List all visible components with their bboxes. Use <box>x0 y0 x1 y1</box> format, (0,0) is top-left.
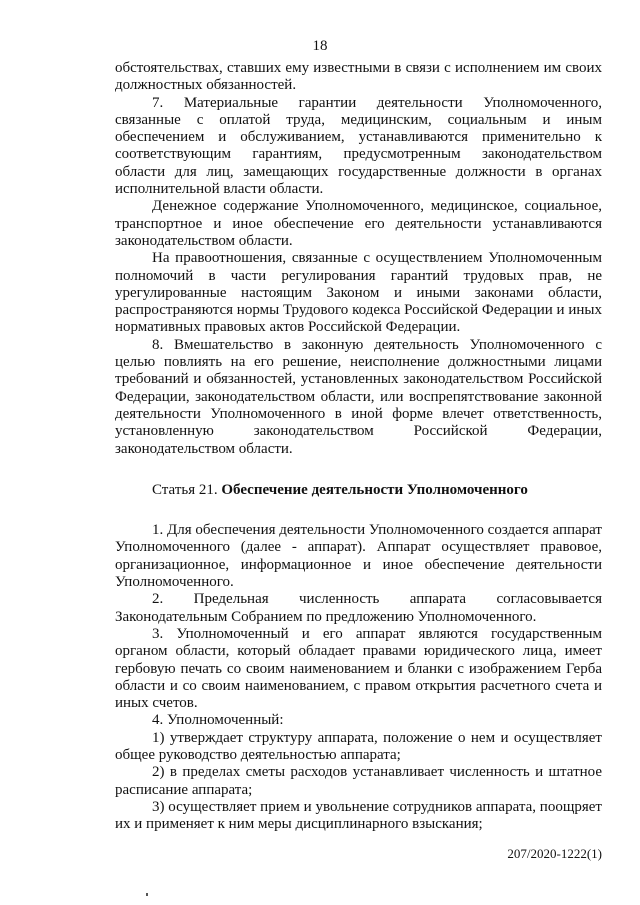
paragraph-item-3: 3. Уполномоченный и его аппарат являются государственным органом области, который обладает правами юридического лица, имеет гербовую печать со своим наименованием и бланки с изображением Герба области и со своим наименованием, с правом открытия расчетного счета и иных счетов. <box>115 625 602 712</box>
document-code: 207/2020-1222(1) <box>507 846 602 861</box>
paragraph-item-7: 7. Материальные гарантии деятельности Уполномоченного, связанные с оплатой труда, медицинским, социальным и иным обеспечением и обслуживанием, устанавливаются применительно к соответствующим гарантиям, предусмотренным законодательством области для лиц, замещающих государственные должности в органах исполнительной власти области. <box>115 94 602 198</box>
paragraph-continuation: обстоятельствах, ставших ему известными в связи с исполнением им своих должностных обязанностей. <box>115 60 602 94</box>
article-prefix: Статья 21. <box>152 481 218 498</box>
article-heading <box>115 482 602 499</box>
paragraph-subitem-1: 1) утверждает структуру аппарата, положение о нем и осуществляет общее руководство деятельностью аппарата; <box>115 729 602 763</box>
article-title: Обеспечение деятельности Уполномоченного <box>221 481 528 498</box>
paragraph-item-8: 8. Вмешательство в законную деятельность Уполномоченного с целью повлиять на его решение, неисполнение должностными лицами требований и обязанностей, установленных законодательством Российской Федерации, законодательством области, или воспрепятствование законной деятельности Уполномоченного в иной форме влечет ответственность, установленную законодательством Российской Федерации, законодательством области. <box>115 336 602 457</box>
paragraph-item-4: 4. Уполномоченный: <box>152 712 284 729</box>
paragraph-item-1: 1. Для обеспечения деятельности Уполномоченного создается аппарат Уполномоченного (далее - аппарат). Аппарат осуществляет правовое, организационное, информационное и иное обеспечение деятельности Уполномоченного. <box>115 522 602 591</box>
scan-artifact-mark <box>146 893 148 896</box>
page-number: 18 <box>312 38 328 54</box>
paragraph-subitem-3: 3) осуществляет прием и увольнение сотрудников аппарата, поощряет их и применяет к ним меры дисциплинарного взыскания; <box>115 798 602 833</box>
document-body <box>115 60 602 833</box>
paragraph-item-2: 2. Предельная численность аппарата согласовывается Законодательным Собранием по предложению Уполномоченного. <box>115 591 602 625</box>
paragraph-labor-law: На правоотношения, связанные с осуществлением Уполномоченным полномочий в части регулирования гарантий трудовых прав, не урегулированные настоящим Законом и иными законами области, распространяются нормы Трудового кодекса Российской Федерации и иных нормативных правовых актов Российской Федерации. <box>115 250 602 336</box>
paragraph-subitem-2: 2) в пределах сметы расходов устанавливает численность и штатное расписание аппарата; <box>115 764 602 798</box>
paragraph-salary: Денежное содержание Уполномоченного, медицинское, социальное, транспортное и иное обеспечение его деятельности устанавливаются законодательством области. <box>115 198 602 249</box>
